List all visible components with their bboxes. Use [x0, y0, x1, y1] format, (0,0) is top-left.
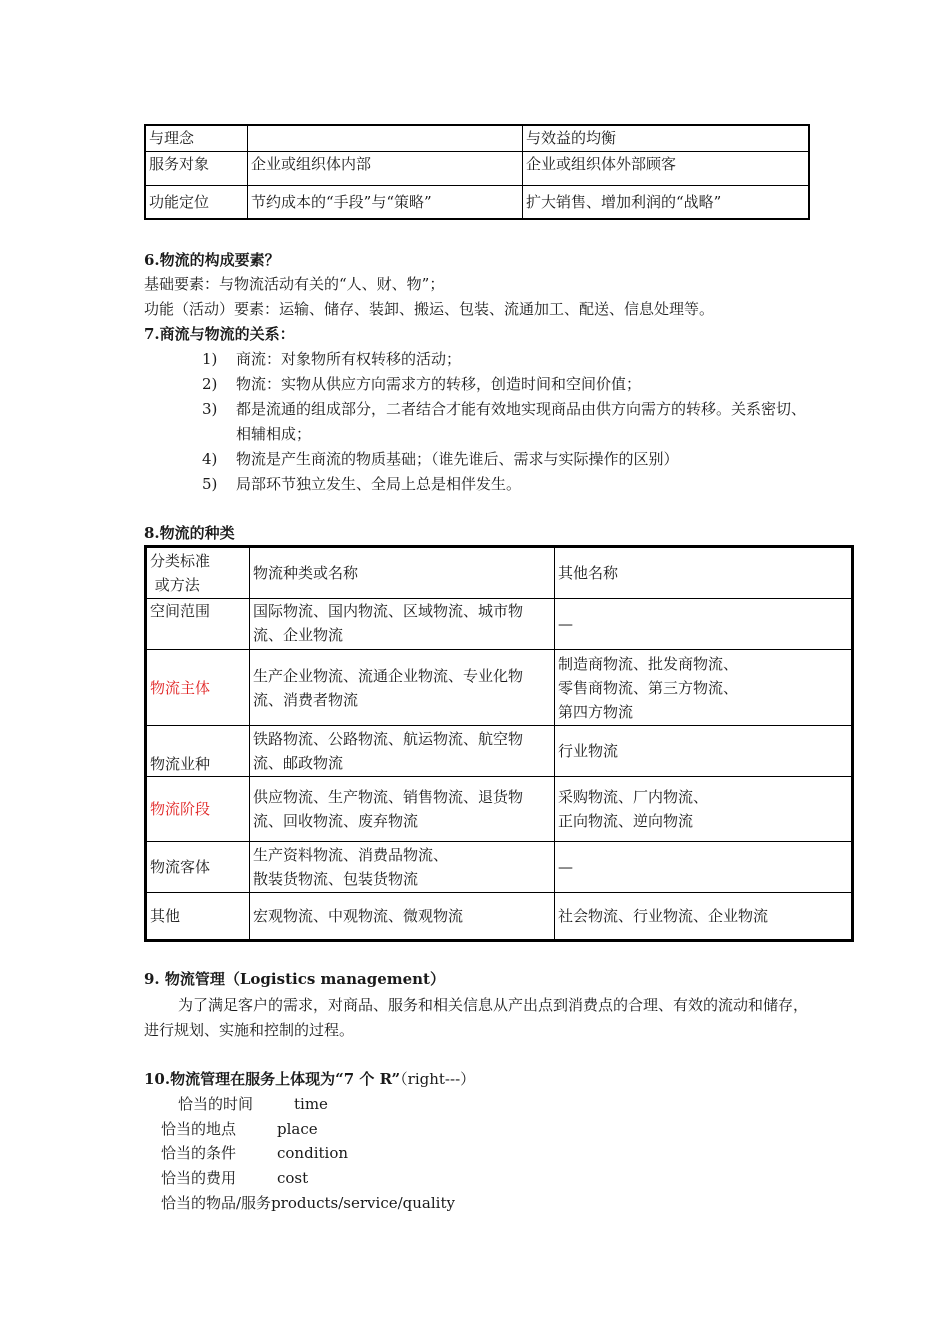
table-row: [145, 151, 809, 185]
table-header-row: [146, 547, 853, 599]
list-text: 都是流通的组成部分，二者结合才能有效地实现商品由供方向需方的转移。关系密切、相辅相成；: [236, 400, 807, 443]
table-cell: 与效益的均衡: [523, 125, 810, 151]
table-cell: 铁路物流、公路物流、航运物流、航空物流、邮政物流: [250, 726, 555, 777]
section-10-heading: [144, 1069, 475, 1089]
list-number: 5): [202, 475, 218, 493]
section-10-heading-bold: 10.物流管理在服务上体现为“7 个 R”: [144, 1070, 401, 1088]
r-item: [161, 1119, 318, 1139]
section-9-heading: 9. 物流管理（Logistics management）: [144, 970, 445, 988]
header-cell: [146, 547, 250, 599]
comparison-table: [144, 124, 810, 220]
table-cell: 供应物流、生产物流、销售物流、退货物流、回收物流、废弃物流: [250, 777, 555, 842]
header-text: 分类标准 或方法: [150, 552, 211, 594]
r-item-en: condition: [277, 1144, 349, 1162]
table-row: [146, 777, 853, 842]
table-cell: 功能定位: [145, 185, 248, 219]
list-item: [202, 347, 808, 372]
table-cell: 宏观物流、中观物流、微观物流: [250, 893, 555, 941]
table-cell: 社会物流、行业物流、企业物流: [555, 893, 853, 941]
table-cell: 与理念: [145, 125, 248, 151]
section-6-heading: 6.物流的构成要素？: [144, 251, 280, 269]
category-cell: 物流主体: [146, 650, 250, 726]
category-cell: 物流客体: [146, 842, 250, 893]
list-text: 物流是产生商流的物质基础；（谁先谁后、需求与实际操作的区别）: [236, 450, 679, 468]
list-text: 局部环节独立发生、全局上总是相伴发生。: [236, 475, 522, 493]
r-item: [161, 1193, 455, 1213]
r-item-en: cost: [277, 1169, 309, 1187]
table-cell: 节约成本的“手段”与“策略”: [248, 185, 523, 219]
table-cell: 企业或组织体内部: [248, 151, 523, 185]
r-item-cn: 恰当的物品/服务: [161, 1194, 272, 1212]
list-item: [202, 447, 808, 472]
table-row: [145, 125, 809, 151]
r-item: [161, 1168, 309, 1188]
list-number: 2): [202, 375, 218, 393]
r-item-en: time: [294, 1095, 328, 1113]
category-cell: 物流业种: [146, 726, 250, 777]
r-item-en: place: [277, 1120, 318, 1138]
r-item-cn: 恰当的费用: [161, 1169, 237, 1187]
r-item-en: products/service/quality: [271, 1194, 455, 1212]
table-cell: 生产企业物流、流通企业物流、专业化物流、消费者物流: [250, 650, 555, 726]
table-cell: [555, 777, 853, 842]
table-row: [146, 842, 853, 893]
r-item: [161, 1143, 349, 1163]
list-number: 3): [202, 400, 218, 418]
r-item-cn: 恰当的条件: [161, 1144, 237, 1162]
header-cell: 物流种类或名称: [250, 547, 555, 599]
category-cell: 其他: [146, 893, 250, 941]
table-cell: 企业或组织体外部顾客: [523, 151, 810, 185]
r-item-cn: 恰当的时间: [178, 1095, 254, 1113]
table-cell: 服务对象: [145, 151, 248, 185]
table-cell: [555, 650, 853, 726]
list-item: [202, 397, 808, 447]
category-cell: 空间范围: [146, 599, 250, 650]
table-row: [145, 185, 809, 219]
cell-text: 生产资料物流、消费品物流、 散装货物流、包装货物流: [253, 846, 449, 888]
list-number: 4): [202, 450, 218, 468]
table-cell: 扩大销售、增加利润的“战略”: [523, 185, 810, 219]
r-item: [178, 1094, 328, 1114]
section-9-body: 为了满足客户的需求，对商品、服务和相关信息从产出点到消费点的合理、有效的流动和储存，进行规划、实施和控制的过程。: [144, 996, 809, 1039]
table-row: [146, 650, 853, 726]
table-cell: 国际物流、国内物流、区域物流、城市物流、企业物流: [250, 599, 555, 650]
table-row: [146, 599, 853, 650]
section-8-heading: 8.物流的种类: [144, 524, 235, 542]
cell-text: 采购物流、厂内物流、 正向物流、逆向物流: [558, 788, 709, 830]
section-6-line-2: 功能（活动）要素：运输、储存、装卸、搬运、包装、流通加工、配送、信息处理等。: [144, 300, 715, 318]
logistics-types-table: [144, 545, 854, 942]
list-item: [202, 372, 808, 397]
list-number: 1): [202, 350, 218, 368]
list-text: 物流：实物从供应方向需求方的转移，创造时间和空间价值；: [236, 375, 642, 393]
cell-text: 制造商物流、批发商物流、 零售商物流、第三方物流、 第四方物流: [558, 654, 739, 721]
table-cell: [250, 842, 555, 893]
category-cell: 物流阶段: [146, 777, 250, 842]
table-cell: 行业物流: [555, 726, 853, 777]
header-cell: 其他名称: [555, 547, 853, 599]
table-cell: [248, 125, 523, 151]
section-6-line-1: 基础要素：与物流活动有关的“人、财、物”；: [144, 275, 445, 293]
table-row: [146, 893, 853, 941]
list-item: [202, 472, 808, 497]
section-7-heading: 7.商流与物流的关系：: [144, 325, 295, 343]
table-cell: —: [555, 599, 853, 650]
table-row: [146, 726, 853, 777]
r-item-cn: 恰当的地点: [161, 1120, 237, 1138]
list-text: 商流：对象物所有权转移的活动；: [236, 350, 462, 368]
section-10-heading-note: （right---）: [400, 1070, 476, 1088]
table-cell: —: [555, 842, 853, 893]
